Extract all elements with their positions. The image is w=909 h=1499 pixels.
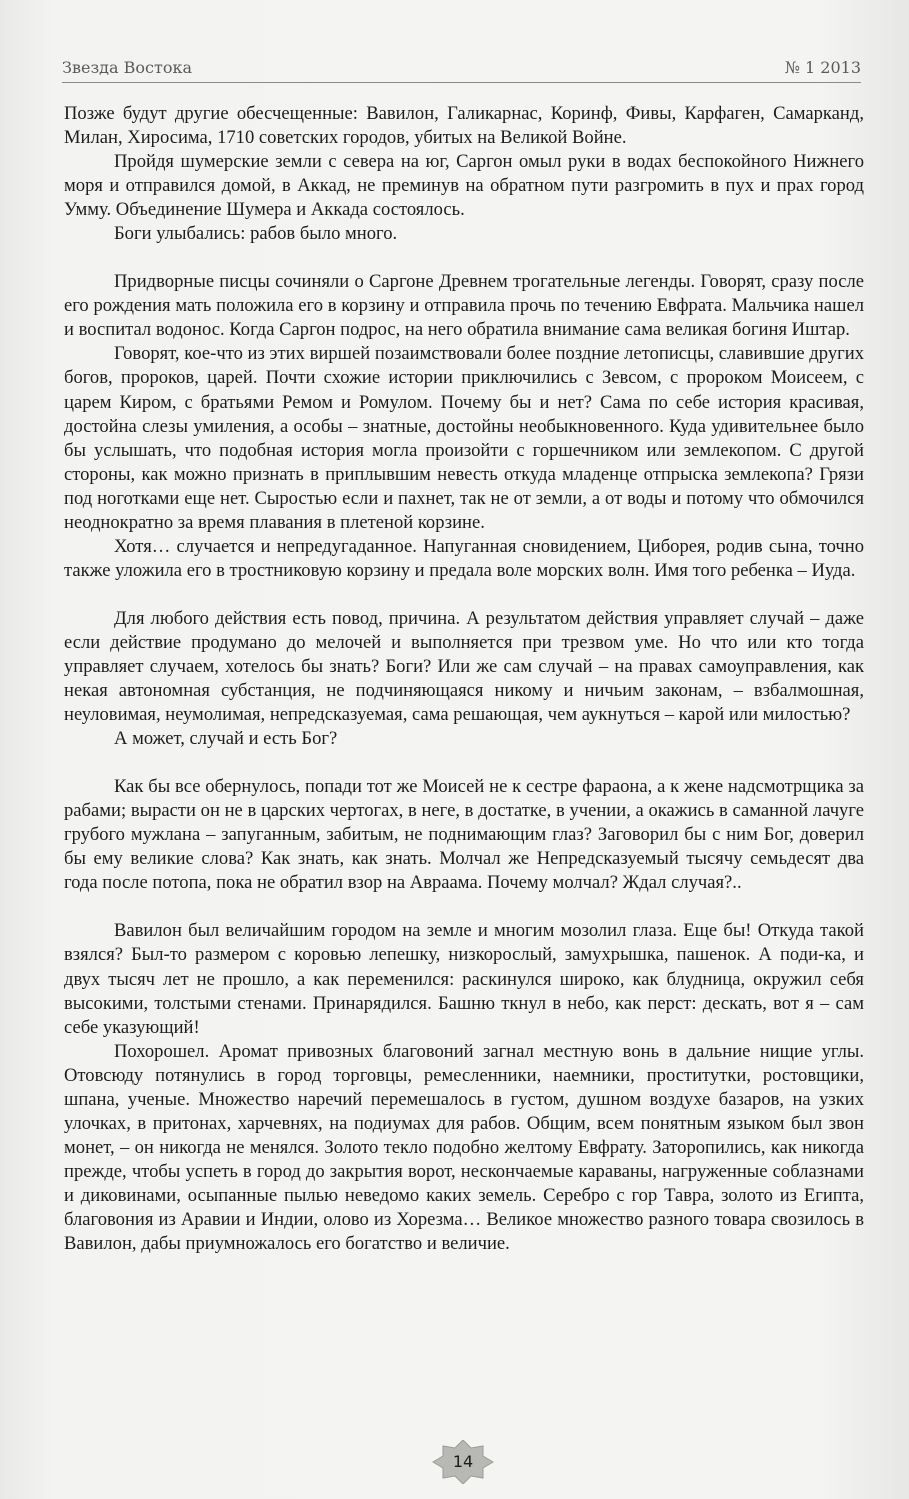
issue-number: № 1 2013 <box>784 58 861 77</box>
article-body <box>64 102 864 1256</box>
paragraph: Боги улыбались: рабов было много. <box>114 223 398 245</box>
paragraph: Как бы все обернулось, попади тот же Моисей не к сестре фараона, а к жене надсмотрщика за рабами; вырасти он не в царских чертогах, в неге, в достатке, в учении, а окажись в саманной лачуге грубого мужлана – запуганным, забитым, не поднимающим глаз? Заговорил бы с ним Бог, доверил бы ему великие слова? Как знать, как знать. Молчал же Непредсказуемый тысячу семьдесят два года после потопа, пока не обратил взор на Авраама. Почему молчал? Ждал случая?.. <box>64 776 864 894</box>
page-number-badge <box>431 1440 495 1484</box>
header-rule <box>62 82 861 83</box>
section-break <box>64 583 864 607</box>
paragraph: Позже будут другие обесчещенные: Вавилон, Галикарнас, Коринф, Фивы, Карфаген, Самарканд, Милан, Хиросима, 1710 советских городов, убитых на Великой Войне. <box>64 103 864 149</box>
paragraph: Для любого действия есть повод, причина. А результатом действия управляет случай – даже если действие продумано до мелочей и выполняется при трезвом уме. Но что или кто тогда управляет случаем, хотелось бы знать? Боги? Или же сам случай – на правах самоуправления, как некая автономная субстанция, не подчиняющаяся никому и ничьим законам, – взбалмошная, неуловимая, неумолимая, непредсказуемая, сама решающая, чем аукнуться – карой или милостью? <box>64 607 864 726</box>
paragraph: А может, случай и есть Бог? <box>114 728 338 750</box>
paragraph: Похорошел. Аромат привозных благовоний загнал местную вонь в дальние нищие углы. Отовсюду потянулись в город торговцы, ремесленники, наемники, проститутки, ростовщики, шпана, ученые. Множество наречий перемешалось в густом, душном воздухе базаров, на узких улочках, в притонах, харчевнях, на подиумах для рабов. Общим, всем понятным языком был звон монет, – он никогда не менялся. Золото текло подобно желтому Евфрату. Заторопились, как никогда прежде, чтобы успеть в город до закрытия ворот, нескончаемые караваны, нагруженные соблазнами и диковинами, осыпанные пылью неведомо каких земель. Серебро с гор Тавра, золото из Египта, благовония из Аравии и Индии, олово из Хорезма… Великое множество разного товара свозилось в Вавилон, дабы приумножалось его богатство и величие. <box>64 1040 864 1255</box>
journal-title: Звезда Востока <box>62 58 193 77</box>
paragraph: Придворные писцы сочиняли о Саргоне Древнем трогательные легенды. Говорят, сразу после его рождения мать положила его в корзину и отправила прочь по течению Евфрата. Мальчика нашел и воспитал водонос. Когда Саргон подрос, на него обратила внимание сама великая богиня Иштар. <box>64 271 864 341</box>
paragraph: Вавилон был величайшим городом на земле и многим мозолил глаза. Еще бы! Откуда такой взялся? Был-то размером с коровью лепешку, низкорослый, замухрышка, пашенок. А поди-ка, и двух тысяч лет не прошло, а как переменился: раскинулся широко, как блудница, окружил себя высокими, толстыми стенами. Принарядился. Башню ткнул в небо, как перст: дескать, вот я – сам себе указующий! <box>64 920 864 1038</box>
page-number: 14 <box>452 1452 474 1471</box>
section-break <box>64 751 864 775</box>
section-break <box>64 895 864 919</box>
paragraph: Хотя… случается и непредугаданное. Напуганная сновидением, Циборея, родив сына, точно также уложила его в тростниковую корзину и предала воле морских волн. Имя того ребенка – Иуда. <box>64 535 864 581</box>
paragraph: Говорят, кое-что из этих виршей позаимствовали более поздние летописцы, славившие других богов, пророков, царей. Почти схожие истории приключились с Зевсом, с пророком Моисеем, с царем Киром, с братьями Ремом и Ромулом. Почему бы и нет? Сама по себе история красивая, достойна слезы умиления, а особы – знатные, достойны необыкновенного. Куда удивительнее было бы услышать, что подобная история могла произойти с горшечником или землекопом. С другой стороны, как можно признать в приплывшим невесть откуда младенце отпрыска землекопа? Грязи под ноготками еще нет. Сыростью если и пахнет, так не от земли, а от воды и потому что обмочился неоднократно за время плавания в плетеной корзине. <box>64 343 864 533</box>
section-break <box>64 246 864 270</box>
running-header <box>62 54 861 80</box>
paragraph: Пройдя шумерские земли с севера на юг, Саргон омыл руки в водах беспокойного Нижнего моря и отправился домой, в Аккад, не преминув на обратном пути разгромить в пух и прах город Умму. Объединение Шумера и Аккада состоялось. <box>64 151 864 221</box>
page-footer <box>0 1436 909 1486</box>
